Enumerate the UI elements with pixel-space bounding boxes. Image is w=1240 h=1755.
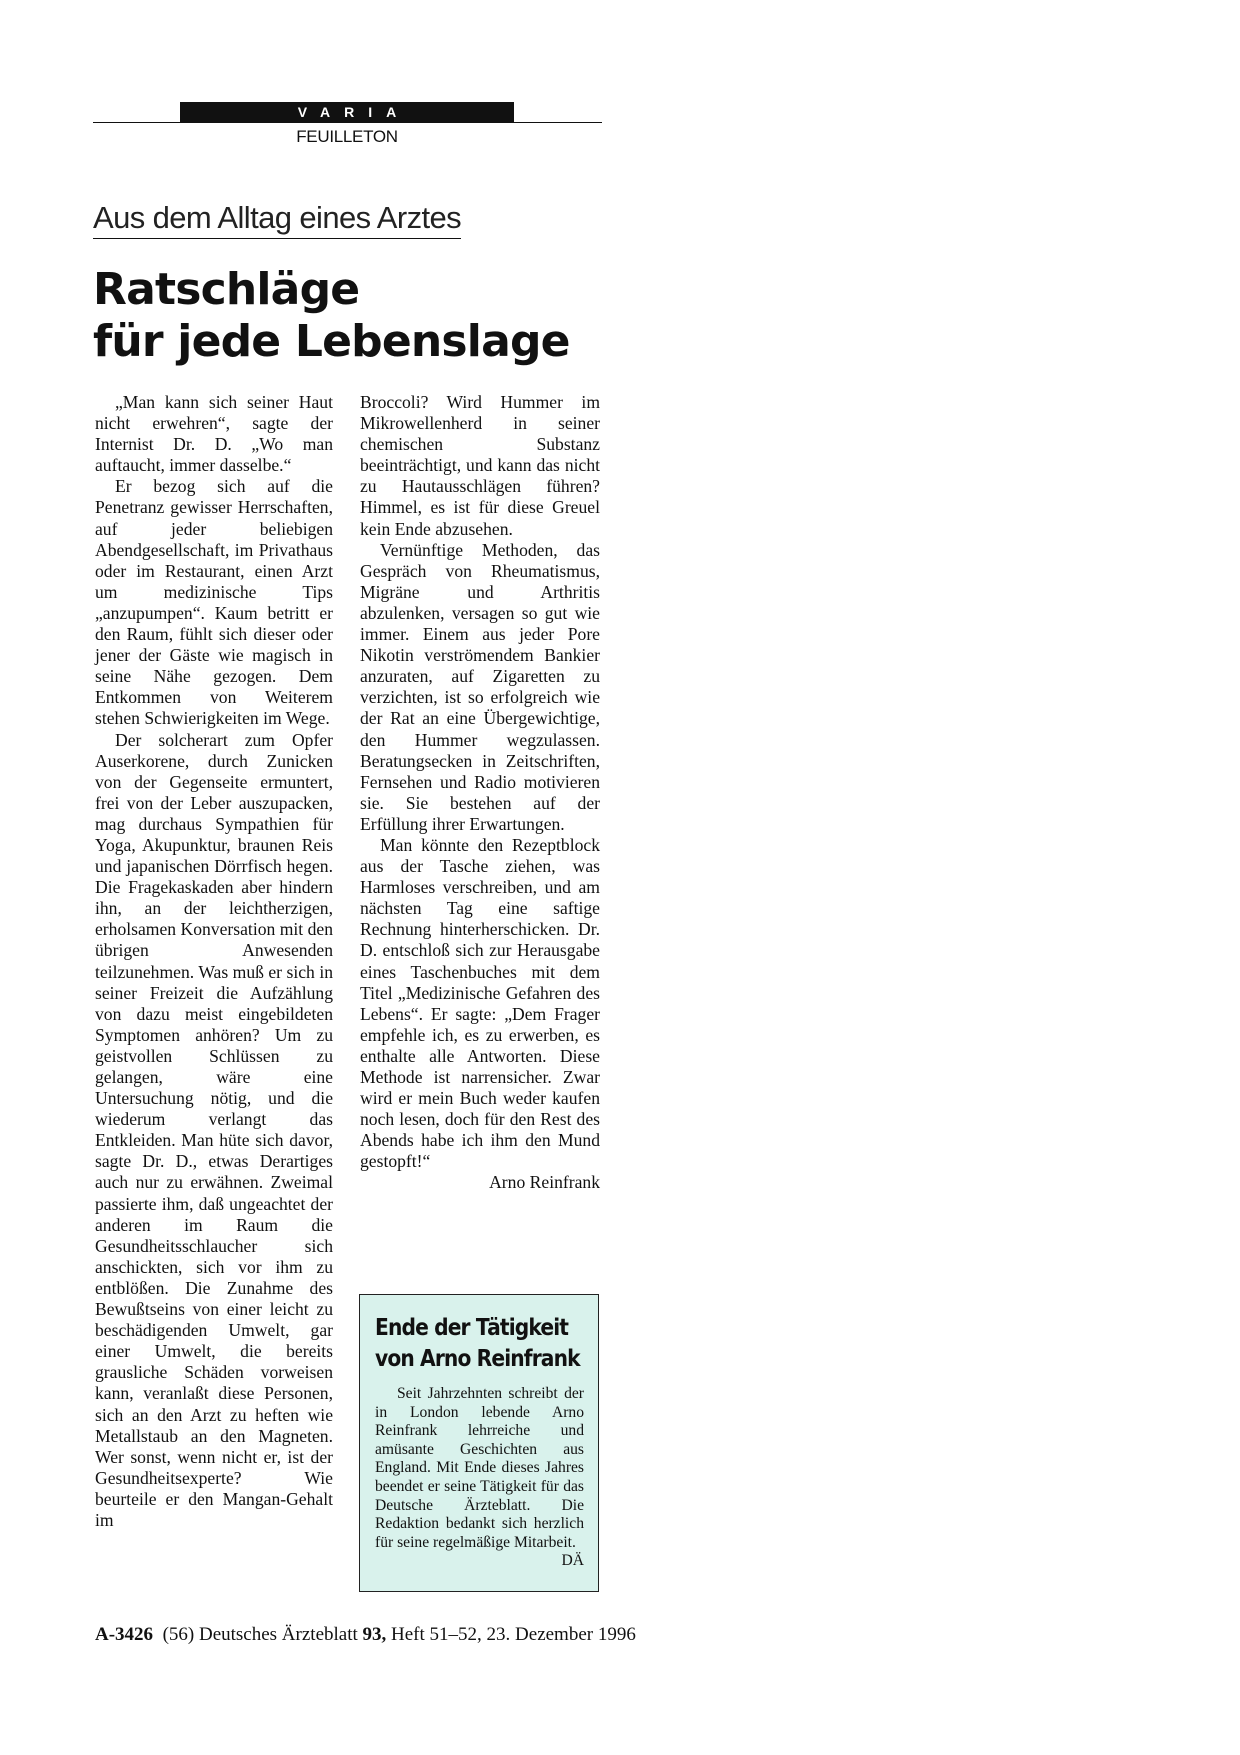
paragraph: Vernünftige Methoden, das Gespräch von Rheumatismus, Migräne und Arthritis abzulenken, versagen so gut wie immer. Einem aus jeder Pore Nikotin verströmendem Bankier anzuraten, auf Zigaretten zu verzichten, ist so erfolgreich wie der Rat an eine Übergewichtige, den Hummer wegzulassen. Beratungsecken in Zeitschriften, Fernsehen und Radio motivieren sie. Sie bestehen auf der Erfüllung ihrer Erwartungen. — [360, 539, 600, 834]
author-line — [360, 1172, 600, 1193]
paragraph-last — [360, 835, 600, 1194]
journal-name: Deutsches Ärzteblatt — [198, 1624, 358, 1645]
article-column-2 — [360, 392, 600, 1194]
page-number: A-3426 — [95, 1624, 154, 1645]
header-rule — [93, 122, 602, 123]
info-box — [359, 1294, 599, 1592]
page-footer — [95, 1624, 636, 1646]
article-title-line1: Ratschläge — [93, 264, 360, 315]
issue-info: Heft 51–52, 23. Dezember 1996 — [391, 1624, 636, 1645]
article-column-1 — [95, 392, 333, 1531]
info-box-signature-line — [375, 1552, 584, 1571]
paragraph: „Man kann sich seiner Haut nicht erwehren“, sagte der Internist Dr. D. „Wo man auftaucht, immer dasselbe.“ — [95, 392, 333, 476]
paragraph: Er bezog sich auf die Penetranz gewisser Herrschaften, auf jeder beliebigen Abendgesellschaft, im Privathaus oder im Restaurant, einen Arzt um medizinische Tips „anzupumpen“. Kaum betritt er den Raum, fühlt sich dieser oder jener der Gäste wie magisch in seine Nähe gezogen. Dem Entkommen von Weiterem stehen Schwierigkeiten im Wege. — [95, 476, 333, 729]
volume-number: 93, — [362, 1624, 387, 1645]
article-kicker: Aus dem Alltag eines Arztes — [93, 198, 461, 239]
section-label: VARIA — [180, 102, 514, 123]
subsection-label: FEUILLETON — [296, 127, 398, 146]
article-title-line2: für jede Lebenslage — [93, 316, 570, 367]
info-box-text: Seit Jahrzehnten schreibt der in London lebende Arno Reinfrank lehrreiche und amüsante Geschichten aus England. Mit Ende dieses Jahres beendet er seine Tätigkeit für das Deutsche Ärzteblatt. Die Redaktion bedankt sich herzlich für seine regelmäßige Mitarbeit. — [375, 1385, 584, 1551]
info-box-signature: DÄ — [561, 1552, 584, 1570]
page-paren: (56) — [162, 1624, 195, 1645]
paragraph: Der solcherart zum Opfer Auserkorene, durch Zunicken von der Gegenseite ermuntert, frei von der Leber auszupacken, mag durchaus Sympathien für Yoga, Akupunktur, braunen Reis und japanischen Dörrfisch hegen. Die Fragekaskaden aber hindern ihn, an der leichtherzigen, erholsamen Konversation mit den übrigen Anwesenden teilzunehmen. Was muß er sich in seiner Freizeit die Aufzählung von dazu meist eingebildeten Symptomen anhören? Um zu geistvollen Schlüssen zu gelangen, wäre eine Untersuchung nötig, und die wiederum verlangt das Entkleiden. Man hüte sich davor, sagte Dr. D., etwas Derartiges auch nur zu erwähnen. Zweimal passierte ihm, daß ungeachtet der anderen im Raum die Gesundheitsschlaucher sich anschickten, sich vor ihm zu entblößen. Die Zunahme des Bewußtseins von einer leicht zu beschädigenden Umwelt, gar einer Umwelt, die bereits grausliche Schäden vorweisen kann, veranlaßt diese Personen, sich an den Arzt zu heften wie Metallstaub an den Magneten. Wer sonst, wenn nicht er, ist der Gesundheitsexperte? Wie beurteile er den Mangan-Gehalt im — [95, 729, 333, 1530]
info-box-title — [375, 1313, 595, 1375]
paragraph-text: Man könnte den Rezeptblock aus der Tasche ziehen, was Harmloses verschreiben, und am nächsten Tag eine saftige Rechnung hinterherschicken. Dr. D. entschloß sich zur Herausgabe eines Taschenbuches mit dem Titel „Medizinische Gefahren des Lebens“. Er sagte: „Dem Frager empfehle ich, es zu erwerben, es enthalte alle Antworten. Diese Methode ist narrensicher. Zwar wird er mein Buch weder kaufen noch lesen, doch für den Rest des Abends habe ich ihm den Mund gestopft!“ — [360, 834, 600, 1172]
info-box-title-line1: Ende der Tätigkeit — [375, 1315, 569, 1341]
paragraph: Broccoli? Wird Hummer im Mikrowellenherd in seiner chemischen Substanz beeinträchtigt, und kann das nicht zu Hautausschlägen führen? Himmel, es ist für diese Greuel kein Ende abzusehen. — [360, 392, 600, 539]
info-box-body — [375, 1385, 584, 1571]
article-title — [93, 264, 653, 368]
info-box-title-line2: von Arno Reinfrank — [375, 1346, 580, 1372]
author-signature: Arno Reinfrank — [489, 1172, 600, 1193]
